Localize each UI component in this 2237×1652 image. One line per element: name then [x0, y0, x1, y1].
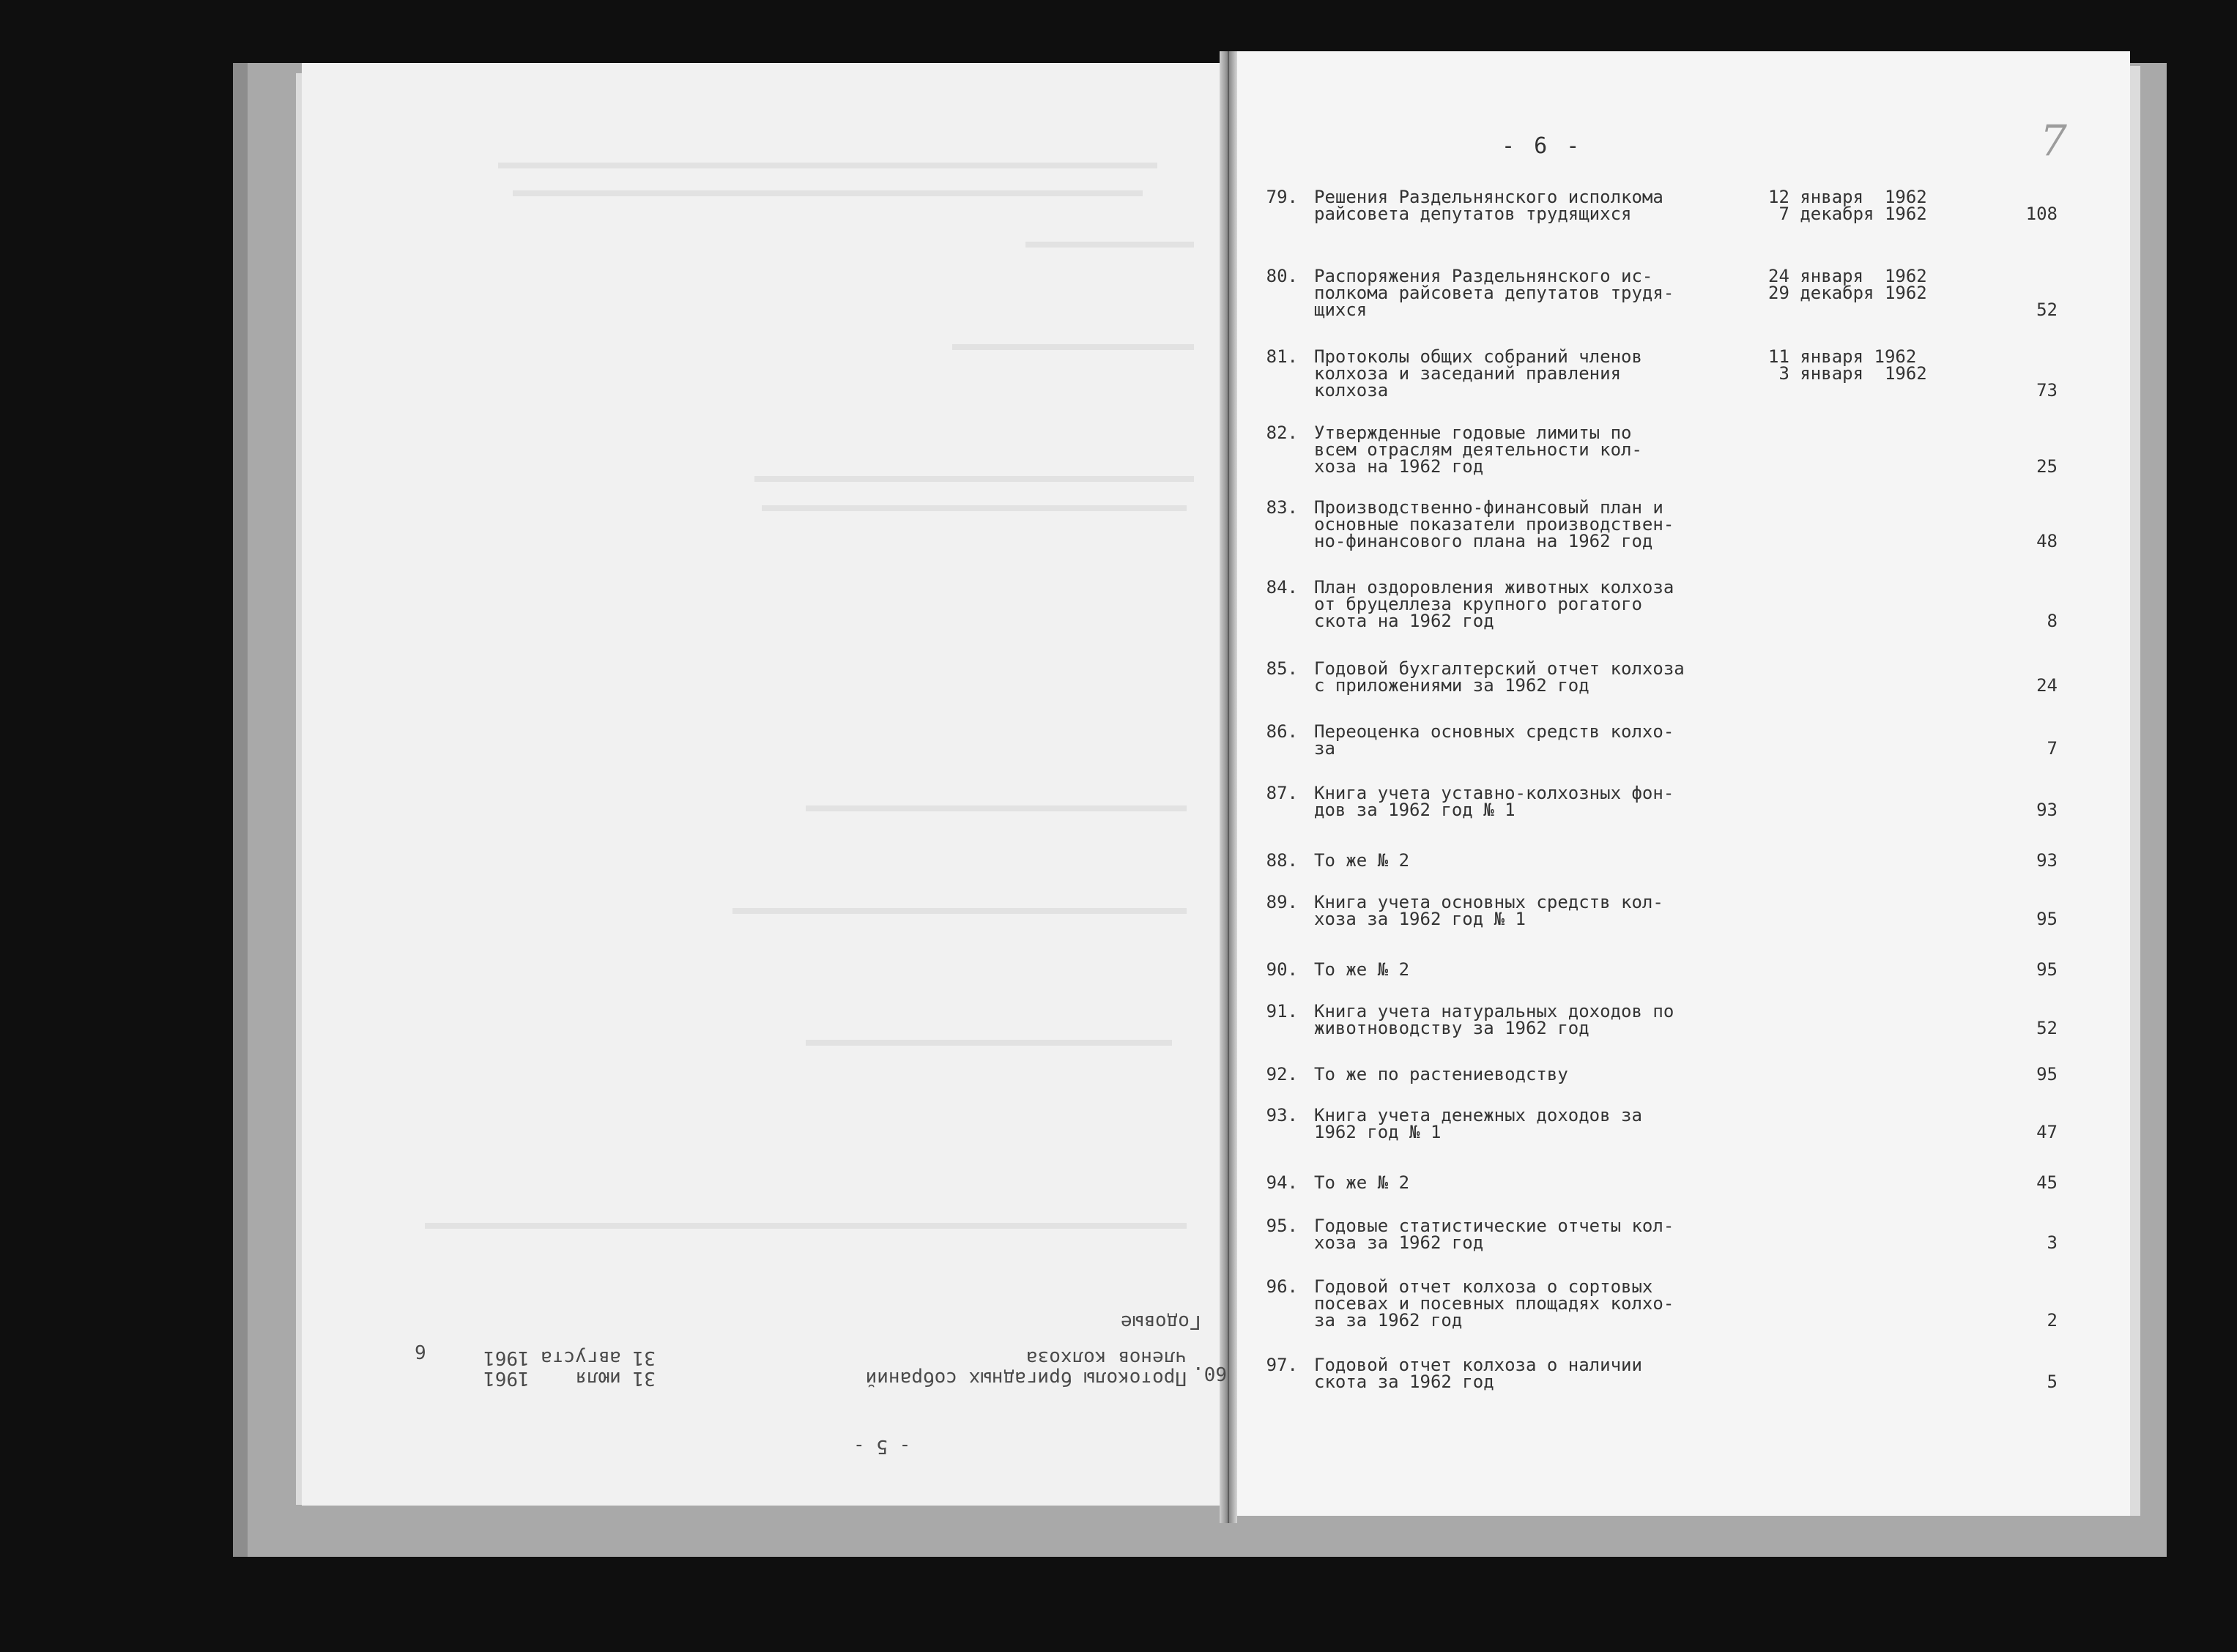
entry-dates: [1768, 1279, 1988, 1329]
entry-dates: [1768, 1218, 1988, 1251]
entry-dates: [1768, 852, 1988, 869]
entry-sheet-count: 8: [2047, 611, 2058, 631]
entry-sheet-count: 95: [2036, 959, 2058, 980]
entry-sheet-count: 47: [2036, 1122, 2058, 1142]
entry-dates: 11 января 1962 3 января 1962: [1768, 346, 1927, 384]
page-number: - 6 -: [1502, 133, 1583, 159]
bleed-through-line: [1025, 242, 1194, 248]
entry-number: 88.: [1266, 850, 1298, 871]
inventory-entry: [1231, 189, 2058, 223]
entry-title: Утвержденные годовые лимиты по всем отраслям деятельности кол- хоза на 1962 год: [1314, 423, 1642, 477]
left-entry-sheets: 6: [415, 1340, 426, 1362]
entry-sheet-count: 52: [2036, 1018, 2058, 1038]
entry-dates: [1768, 1107, 1988, 1141]
entry-title: Годовые статистические отчеты кол- хоза за 1962 год: [1314, 1216, 1674, 1253]
left-entry-title: Протоколы бригадных собраний членов колхоза: [865, 1347, 1187, 1389]
entry-dates: [1768, 425, 1988, 475]
entry-sheet-count: 93: [2036, 800, 2058, 820]
entry-dates: [1768, 723, 1988, 757]
entry-number: 86.: [1266, 721, 1298, 742]
entry-title: Переоценка основных средств колхо- за: [1314, 721, 1674, 759]
bleed-through-line: [754, 476, 1194, 482]
entry-sheet-count: 3: [2047, 1232, 2058, 1253]
bleed-through-line: [498, 163, 1157, 168]
left-page: [302, 63, 1228, 1506]
left-page-number: - 5 -: [853, 1435, 911, 1457]
inventory-entry: [1231, 425, 2058, 475]
entry-sheet-count: 95: [2036, 909, 2058, 929]
entry-number: 92.: [1266, 1064, 1298, 1084]
entry-title: Книга учета основных средств кол- хоза за 1962 год № 1: [1314, 892, 1663, 929]
entry-sheet-count: 52: [2036, 299, 2058, 320]
inventory-entry: [1231, 346, 2058, 401]
bleed-through-line: [425, 1223, 1187, 1229]
entry-number: 83.: [1266, 497, 1298, 518]
entry-dates: 12 января 1962 7 декабря 1962: [1768, 187, 1927, 224]
entry-sheet-count: 2: [2047, 1310, 2058, 1331]
entry-title: План оздоровления животных колхоза от бруцеллеза крупного рогатого скота на 1962 год: [1314, 577, 1674, 631]
inventory-entry: [1231, 579, 2058, 630]
left-header-word: Годовые: [1121, 1311, 1201, 1333]
entry-number: 93.: [1266, 1105, 1298, 1125]
inventory-entry: [1231, 658, 2058, 696]
entry-sheet-count: 108: [2025, 204, 2058, 224]
entry-title: Книга учета натуральных доходов по животноводству за 1962 год: [1314, 1001, 1674, 1038]
entry-number: 80.: [1266, 266, 1298, 286]
entry-number: 82.: [1266, 423, 1298, 443]
entry-number: 81.: [1266, 346, 1298, 367]
inventory-entry: [1231, 1107, 2058, 1141]
entry-dates: [1768, 1175, 1988, 1191]
inventory-entry: [1231, 1066, 2058, 1083]
entry-title: То же по растениеводству: [1314, 1064, 1568, 1084]
entry-title: Протоколы общих собраний членов колхоза и заседаний правления колхоза: [1314, 346, 1642, 401]
bleed-through-line: [806, 1040, 1172, 1046]
entry-title: Распоряжения Раздельнянского ис- полкома райсовета депутатов трудя- щихся: [1314, 266, 1674, 320]
entry-dates: 24 января 1962 29 декабря 1962: [1768, 266, 1927, 303]
entry-number: 97.: [1266, 1355, 1298, 1375]
entry-dates: [1768, 1003, 1988, 1037]
entry-title: Книга учета уставно-колхозных фон- дов за 1962 год № 1: [1314, 783, 1674, 820]
entry-dates: [1768, 661, 1988, 694]
inventory-entry: [1231, 894, 2058, 928]
inventory-entry: [1231, 723, 2058, 757]
entry-sheet-count: 73: [2036, 380, 2058, 401]
entry-sheet-count: 95: [2036, 1064, 2058, 1084]
entry-number: 90.: [1266, 959, 1298, 980]
bleed-through-line: [732, 908, 1187, 914]
entry-dates: [1768, 894, 1988, 928]
entry-title: Годовой отчет колхоза о наличии скота за 1962 год: [1314, 1355, 1642, 1392]
entry-number: 85.: [1266, 658, 1298, 679]
entry-dates: [1768, 579, 1988, 630]
entry-sheet-count: 24: [2036, 675, 2058, 696]
inventory-entry: [1231, 268, 2058, 319]
bleed-through-line: [513, 190, 1143, 196]
inventory-entry: [1231, 1172, 2058, 1193]
entry-dates: [1768, 1357, 1988, 1391]
entry-dates: [1768, 1066, 1988, 1083]
entry-number: 87.: [1266, 783, 1298, 803]
entry-title: Годовой бухгалтерский отчет колхоза с приложениями за 1962 год: [1314, 658, 1685, 696]
inventory-entry: [1231, 1357, 2058, 1391]
entry-dates: [1768, 785, 1988, 819]
entry-sheet-count: 5: [2047, 1372, 2058, 1392]
entry-number: 79.: [1266, 187, 1298, 207]
entry-number: 95.: [1266, 1216, 1298, 1236]
pencil-folio-mark: 7: [2040, 116, 2067, 165]
entry-title: Книга учета денежных доходов за 1962 год № 1: [1314, 1105, 1642, 1142]
bleed-through-line: [762, 505, 1187, 511]
entry-sheet-count: 93: [2036, 850, 2058, 871]
inventory-entry: [1231, 785, 2058, 819]
entry-sheet-count: 7: [2047, 738, 2058, 759]
entry-sheet-count: 25: [2036, 456, 2058, 477]
entry-dates: [1768, 961, 1988, 978]
entry-sheet-count: 45: [2036, 1172, 2058, 1193]
entry-number: 89.: [1266, 892, 1298, 912]
entry-title: То же № 2: [1314, 850, 1410, 871]
left-entry-number: 60.: [1192, 1362, 1227, 1384]
entry-title: Годовой отчет колхоза о сортовых посевах и посевных площадях колхо- за за 1962 год: [1314, 1276, 1674, 1331]
inventory-entry: [1231, 852, 2058, 869]
inventory-entry: [1231, 1218, 2058, 1251]
inventory-entry: [1231, 1276, 2058, 1331]
entry-title: То же № 2: [1314, 1172, 1410, 1193]
inventory-entry: [1231, 961, 2058, 978]
entry-title: Производственно-финансовый план и основные показатели производствен- но-финансового плана на 1962 год: [1314, 497, 1674, 551]
entry-dates: [1768, 499, 1988, 550]
bleed-through-line: [952, 344, 1194, 350]
entry-title: Решения Раздельнянского исполкома райсовета депутатов трудящихся: [1314, 187, 1663, 224]
bleed-through-line: [806, 805, 1187, 811]
entry-number: 91.: [1266, 1001, 1298, 1022]
inventory-entry: [1231, 1003, 2058, 1037]
cover-edge: [233, 63, 248, 1557]
entry-title: То же № 2: [1314, 959, 1410, 980]
left-entry-dates: 31 июля 1961 31 августа 1961: [483, 1347, 656, 1389]
entry-sheet-count: 48: [2036, 531, 2058, 551]
entry-number: 96.: [1266, 1276, 1298, 1297]
entry-number: 94.: [1266, 1172, 1298, 1193]
inventory-entry: [1231, 499, 2058, 550]
entry-number: 84.: [1266, 577, 1298, 598]
